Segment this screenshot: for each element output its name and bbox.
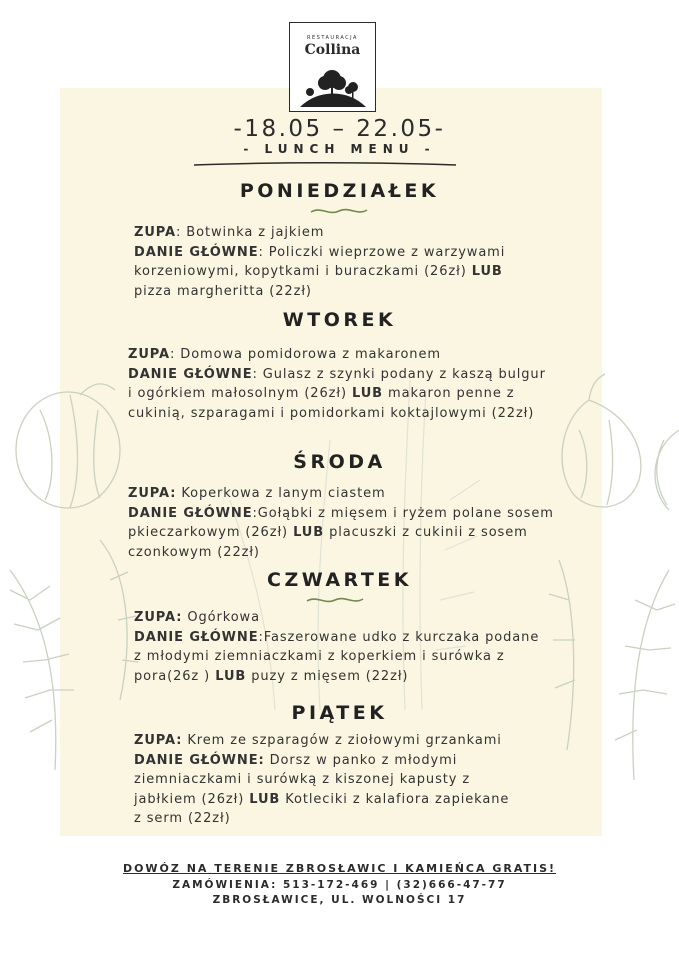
soup-label: ZUPA — [134, 225, 176, 240]
soup-line — [128, 345, 546, 365]
main-line — [128, 384, 546, 404]
day-menu-tuesday — [128, 345, 546, 423]
soup-text: : Botwinka z jajkiem — [175, 225, 325, 240]
main-line — [128, 404, 546, 424]
or-label: LUB — [215, 668, 247, 684]
day-title-wednesday: ŚRODA — [293, 451, 386, 473]
soup-text: Koperkowa z lanym ciastem — [176, 486, 386, 501]
main-text: ziemniaczkami i surówką z kiszonej kapusty z — [134, 772, 471, 787]
main-label: DANIE GŁÓWNE — [134, 629, 259, 645]
ornament-swirl — [305, 594, 365, 606]
day-title-friday: PIĄTEK — [291, 702, 388, 724]
main-line — [128, 543, 554, 563]
soup-line — [134, 731, 509, 751]
main-text: korzeniowymi, kopytkami i buraczkami (26zł) — [134, 264, 467, 279]
main-text: placuszki z cukinii z sosem — [324, 525, 528, 540]
or-label: LUB — [293, 525, 325, 540]
day-title-tuesday: WTOREK — [282, 309, 397, 331]
soup-line — [128, 484, 554, 504]
main-line — [134, 282, 505, 302]
soup-text: Krem ze szparagów z ziołowymi grzankami — [182, 733, 502, 748]
main-text: cukinią, szparagami i pomidorkami koktajlowymi (22zł) — [128, 405, 535, 421]
day-menu-wednesday — [128, 484, 554, 562]
main-text: puzy z mięsem (22zł) — [246, 668, 409, 684]
main-label: DANIE GŁÓWNE — [128, 505, 253, 521]
main-text: pora(26z ) — [134, 668, 211, 684]
main-line — [134, 647, 539, 667]
or-label: LUB — [351, 386, 383, 401]
logo-subtitle: RESTAURACJA — [307, 35, 358, 41]
main-line — [134, 243, 505, 263]
or-label: LUB — [249, 791, 281, 807]
main-text: pizza margheritta (22zł) — [134, 283, 312, 299]
trees-on-hill-icon — [298, 67, 368, 109]
ornament-swirl — [309, 205, 369, 217]
main-text: makaron penne z — [382, 386, 515, 401]
main-line — [134, 628, 539, 648]
main-line — [128, 523, 554, 543]
soup-line — [134, 608, 539, 628]
soup-label: ZUPA — [128, 347, 170, 362]
menu-dates: -18.05 – 22.05- — [233, 116, 446, 142]
address: ZBROSŁAWICE, UL. WOLNOŚCI 17 — [212, 894, 467, 906]
main-text: : Policzki wieprzowe z warzywami — [258, 244, 506, 260]
main-text: czonkowym (22zł) — [128, 544, 260, 560]
soup-label: ZUPA: — [134, 610, 183, 625]
soup-line — [134, 223, 505, 243]
main-text: z serm (22zł) — [134, 811, 231, 826]
restaurant-logo — [289, 22, 376, 112]
or-label: LUB — [471, 264, 503, 279]
day-title-monday: PONIEDZIAŁEK — [239, 180, 440, 202]
day-menu-thursday — [134, 608, 539, 686]
main-text: : Gulasz z szynki podany z kaszą bulgur — [252, 366, 546, 382]
main-line — [128, 504, 554, 524]
main-text: :Gołąbki z mięsem i ryżem polane sosem — [252, 505, 554, 521]
day-title-thursday: CZWARTEK — [267, 569, 412, 591]
main-text: i ogórkiem małosolnym (26zł) — [128, 386, 347, 401]
main-text: :Faszerowane udko z kurczaka podane — [258, 629, 540, 645]
soup-label: ZUPA: — [128, 486, 177, 501]
main-text: jabłkiem (26zł) — [134, 791, 245, 807]
order-phones: ZAMÓWIENIA: 513-172-469 | (32)666-47-77 — [172, 879, 507, 891]
day-menu-friday — [134, 731, 509, 829]
main-text: z młodymi ziemniaczkami z koperkiem i surówka z — [134, 649, 505, 664]
main-line — [128, 365, 546, 385]
day-menu-monday — [134, 223, 505, 301]
main-text: Kotleciki z kalafiora zapiekane — [280, 791, 510, 807]
main-line — [134, 809, 509, 829]
delivery-notice: DOWÓZ NA TERENIE ZBROSŁAWIC I KAMIEŃCA GRATIS! — [122, 862, 557, 875]
main-line — [134, 262, 505, 282]
soup-text: : Domowa pomidorowa z makaronem — [169, 347, 441, 362]
main-text: Dorsz w panko z młodymi — [264, 752, 458, 768]
main-line — [134, 667, 539, 687]
logo-name: Collina — [304, 42, 361, 58]
main-line — [134, 790, 509, 810]
main-line — [134, 751, 509, 771]
main-label: DANIE GŁÓWNE — [128, 366, 253, 382]
soup-label: ZUPA: — [134, 733, 183, 748]
main-label: DANIE GŁÓWNE: — [134, 752, 265, 768]
main-text: pkieczarkowym (26zł) — [128, 525, 289, 540]
main-label: DANIE GŁÓWNE — [134, 244, 259, 260]
soup-text: Ogórkowa — [182, 610, 260, 625]
main-line — [134, 770, 509, 790]
header-underline — [192, 160, 458, 168]
menu-subtitle: - LUNCH MENU - — [243, 142, 436, 156]
